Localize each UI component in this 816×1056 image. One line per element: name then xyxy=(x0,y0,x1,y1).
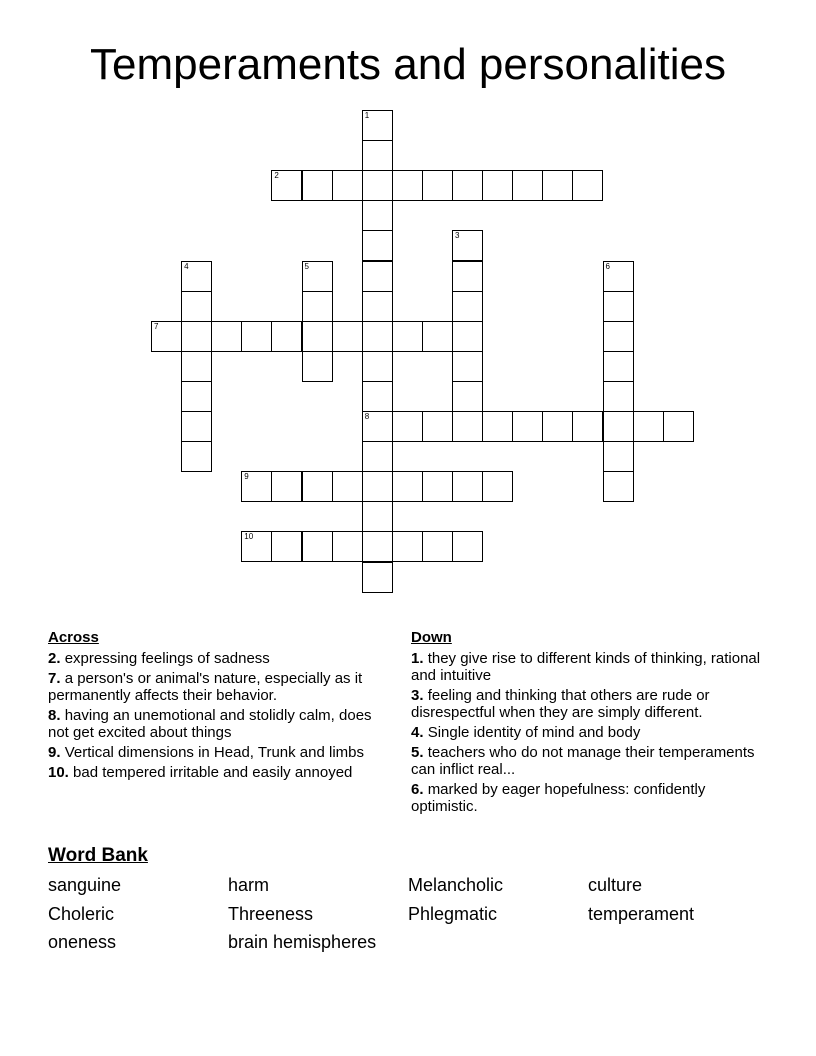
crossword-cell[interactable] xyxy=(452,411,483,442)
word-bank-title: Word Bank xyxy=(48,845,148,866)
crossword-cell[interactable] xyxy=(362,381,393,412)
crossword-cell[interactable] xyxy=(302,351,333,382)
crossword-cell[interactable] xyxy=(362,351,393,382)
crossword-cell[interactable] xyxy=(302,531,333,562)
crossword-cell[interactable] xyxy=(362,140,393,171)
crossword-cell[interactable] xyxy=(362,291,393,322)
crossword-cell[interactable] xyxy=(542,411,573,442)
down-clue-3: 3. feeling and thinking that others are rude or disrespectful when they are simply different. xyxy=(411,687,710,721)
crossword-cell[interactable] xyxy=(452,321,483,352)
crossword-cell[interactable] xyxy=(422,471,453,502)
crossword-cell[interactable] xyxy=(482,170,513,201)
word-bank-item: brain hemispheres xyxy=(228,932,377,952)
crossword-cell[interactable] xyxy=(392,170,423,201)
crossword-cell[interactable] xyxy=(603,261,634,292)
crossword-cell[interactable] xyxy=(482,471,513,502)
crossword-cell[interactable] xyxy=(241,471,272,502)
crossword-cell[interactable] xyxy=(512,411,543,442)
cell-number: 9 xyxy=(244,472,249,482)
crossword-cell[interactable] xyxy=(211,321,242,352)
crossword-cell[interactable] xyxy=(362,531,393,562)
cell-number: 4 xyxy=(184,261,189,271)
cell-number: 2 xyxy=(274,171,279,181)
crossword-cell[interactable] xyxy=(181,381,212,412)
down-clue-1: 1. they give rise to different kinds of thinking, rational and intuitive xyxy=(411,650,761,684)
crossword-cell[interactable] xyxy=(392,471,423,502)
crossword-cell[interactable] xyxy=(572,411,603,442)
crossword-cell[interactable] xyxy=(452,291,483,322)
crossword-cell[interactable] xyxy=(603,441,634,472)
crossword-cell[interactable] xyxy=(302,261,333,292)
crossword-cell[interactable] xyxy=(181,441,212,472)
across-clue-9: 9. Vertical dimensions in Head, Trunk and limbs xyxy=(48,744,364,761)
word-bank-item: Choleric xyxy=(48,904,115,924)
cell-number: 6 xyxy=(605,261,610,271)
word-bank-item: sanguine xyxy=(48,875,122,895)
crossword-cell[interactable] xyxy=(452,381,483,412)
word-bank-item: Melancholic xyxy=(408,875,504,895)
crossword-cell[interactable] xyxy=(482,411,513,442)
across-clue-7: 7. a person's or animal's nature, especially as it permanently affects their behavior. xyxy=(48,670,363,704)
crossword-cell[interactable] xyxy=(422,411,453,442)
crossword-cell[interactable] xyxy=(332,170,363,201)
crossword-cell[interactable] xyxy=(512,170,543,201)
crossword-cell[interactable] xyxy=(241,531,272,562)
crossword-cell[interactable] xyxy=(181,321,212,352)
crossword-cell[interactable] xyxy=(452,471,483,502)
down-clue-4: 4. Single identity of mind and body xyxy=(411,724,641,741)
crossword-cell[interactable] xyxy=(362,200,393,231)
crossword-cell[interactable] xyxy=(362,441,393,472)
crossword-cell[interactable] xyxy=(362,562,393,593)
crossword-cell[interactable] xyxy=(603,321,634,352)
crossword-cell[interactable] xyxy=(181,261,212,292)
crossword-cell[interactable] xyxy=(392,411,423,442)
crossword-cell[interactable] xyxy=(362,230,393,261)
crossword-cell[interactable] xyxy=(603,381,634,412)
across-clue-2: 2. expressing feelings of sadness xyxy=(48,650,270,667)
cell-number: 7 xyxy=(154,321,159,331)
crossword-cell[interactable] xyxy=(452,170,483,201)
crossword-cell[interactable] xyxy=(452,351,483,382)
crossword-cell[interactable] xyxy=(332,531,363,562)
word-bank-item: Phlegmatic xyxy=(408,904,498,924)
cell-number: 8 xyxy=(364,412,370,421)
crossword-cell[interactable] xyxy=(663,411,694,442)
crossword-cell[interactable] xyxy=(271,170,302,201)
crossword-cell[interactable] xyxy=(362,321,393,352)
across-heading: Across xyxy=(48,629,99,646)
across-clues xyxy=(48,629,388,784)
crossword-cell[interactable] xyxy=(422,531,453,562)
crossword-cell[interactable] xyxy=(302,321,333,352)
cell-number: 5 xyxy=(304,261,309,271)
word-bank-item: Threeness xyxy=(228,904,314,924)
crossword-cell[interactable] xyxy=(362,411,393,442)
down-heading: Down xyxy=(411,629,452,646)
across-clue-8: 8. having an unemotional and stolidly calm, does not get excited about things xyxy=(48,707,372,741)
crossword-cell[interactable] xyxy=(332,321,363,352)
cell-number: 3 xyxy=(455,231,460,241)
down-clue-6: 6. marked by eager hopefulness: confidently optimistic. xyxy=(411,781,706,815)
page-title: Temperaments and personalities xyxy=(90,40,726,89)
crossword-cell[interactable] xyxy=(572,170,603,201)
cell-number: 10 xyxy=(244,532,254,542)
crossword-cell[interactable] xyxy=(332,471,363,502)
crossword-cell[interactable] xyxy=(362,261,393,292)
crossword-cell[interactable] xyxy=(271,471,302,502)
crossword-cell[interactable] xyxy=(542,170,573,201)
crossword-cell[interactable] xyxy=(603,411,634,442)
crossword-cell[interactable] xyxy=(271,531,302,562)
crossword-cell[interactable] xyxy=(603,291,634,322)
down-clue-5: 5. teachers who do not manage their temperaments can inflict real... xyxy=(411,744,755,778)
word-bank-item: oneness xyxy=(48,932,117,952)
across-clue-10: 10. bad tempered irritable and easily annoyed xyxy=(48,764,353,781)
crossword-cell[interactable] xyxy=(422,170,453,201)
crossword-cell[interactable] xyxy=(302,471,333,502)
crossword-cell[interactable] xyxy=(181,291,212,322)
crossword-cell[interactable] xyxy=(633,411,664,442)
word-bank-item: temperament xyxy=(588,904,695,924)
crossword-cell[interactable] xyxy=(603,471,634,502)
crossword-cell[interactable] xyxy=(362,170,393,201)
crossword-cell[interactable] xyxy=(241,321,272,352)
crossword-cell[interactable] xyxy=(362,471,393,502)
crossword-cell[interactable] xyxy=(302,291,333,322)
crossword-cell[interactable] xyxy=(452,261,483,292)
crossword-cell[interactable] xyxy=(181,411,212,442)
crossword-cell[interactable] xyxy=(452,531,483,562)
crossword-cell[interactable] xyxy=(151,321,182,352)
cell-number: 1 xyxy=(364,111,370,120)
word-bank-item: harm xyxy=(228,875,270,895)
crossword-cell[interactable] xyxy=(452,230,483,261)
crossword-cell[interactable] xyxy=(392,321,423,352)
crossword-cell[interactable] xyxy=(362,110,393,141)
crossword-cell[interactable] xyxy=(271,321,302,352)
crossword-cell[interactable] xyxy=(603,351,634,382)
crossword-cell[interactable] xyxy=(392,531,423,562)
word-bank-item: culture xyxy=(588,875,643,895)
crossword-cell[interactable] xyxy=(181,351,212,382)
crossword-cell[interactable] xyxy=(422,321,453,352)
down-clues xyxy=(411,629,771,818)
crossword-cell[interactable] xyxy=(362,501,393,532)
crossword-cell[interactable] xyxy=(302,170,333,201)
